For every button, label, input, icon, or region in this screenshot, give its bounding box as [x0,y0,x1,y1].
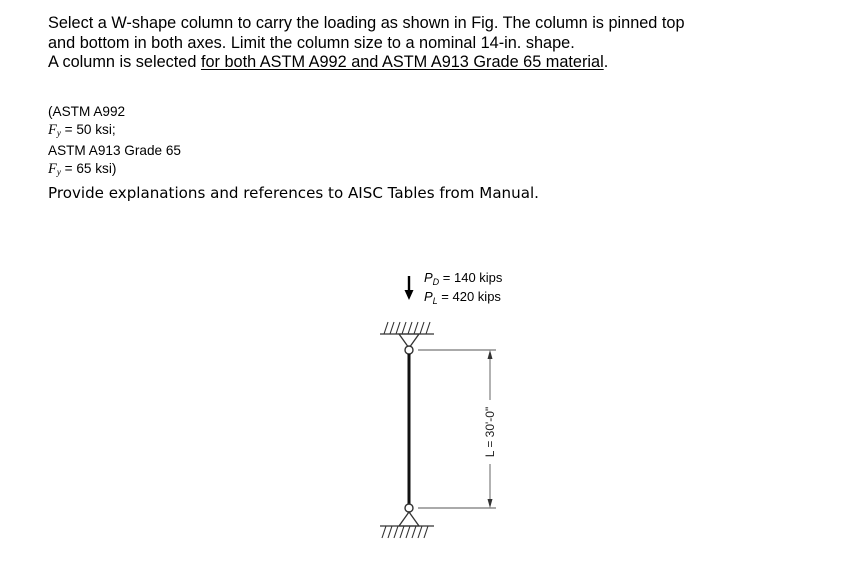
problem-statement [48,14,833,73]
bottom-pin-circle [405,504,413,512]
a992-fy-value: = 50 ksi; [60,121,116,137]
problem-line-3-prefix: A column is selected [48,53,201,71]
fy-subscript: y [56,127,61,138]
bottom-pin-triangle [399,512,419,526]
problem-line-3-suffix: . [603,53,609,71]
material-a913-label: ASTM A913 Grade 65 [48,143,181,158]
pd-subscript: D [432,277,440,287]
fy-subscript: y [56,166,61,177]
material-underlined-text: for both ASTM A992 and ASTM A913 Grade 65 material [200,53,604,71]
dead-load-label [424,270,502,287]
bottom-hatching [382,526,428,538]
dimension-arrow-bottom [488,499,493,508]
live-load-label [424,289,501,306]
fy-symbol: F [48,160,57,177]
top-hatching [384,322,430,334]
a913-fy-value: = 65 ksi) [60,160,117,176]
length-label: L = 30'-0" [483,406,497,458]
a992-yield-stress [48,121,181,143]
pl-symbol: P [424,289,433,304]
problem-line-2: and bottom in both axes. Limit the column size to a nominal 14-in. shape. [48,33,575,52]
fy-symbol: F [48,121,57,138]
problem-line-1: Select a W-shape column to carry the loading as shown in Fig. The column is pinned top [48,14,685,32]
pl-value: = 420 kips [437,289,501,304]
top-pin-circle [405,346,413,354]
dimension-arrow-top [488,350,493,359]
instruction-text: Provide explanations and references to AISC Tables from Manual. [48,184,539,202]
pl-subscript: L [432,296,438,306]
pd-symbol: P [424,270,433,285]
material-a992-label: (ASTM A992 [48,104,126,119]
a913-yield-stress [48,160,181,182]
problem-line-3 [48,53,833,73]
load-arrow-head [405,290,414,300]
pd-value: = 140 kips [439,270,503,285]
material-properties [48,103,181,181]
